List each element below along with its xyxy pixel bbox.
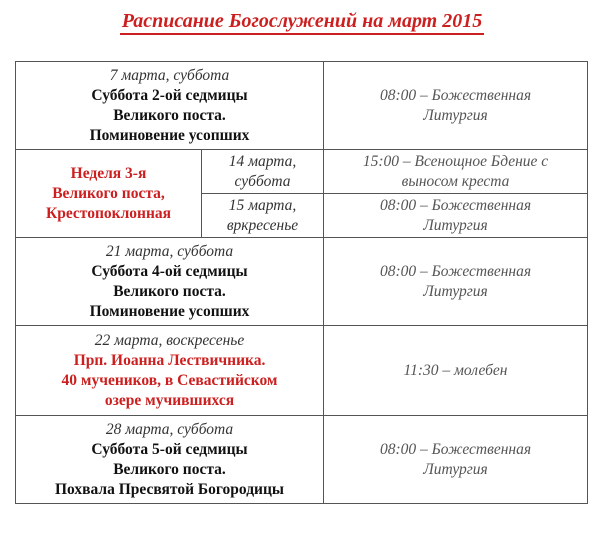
- event-line: Похвала Пресвятой Богородицы: [54, 480, 285, 498]
- table-row: [16, 326, 588, 416]
- sub-date: 14 марта,: [228, 152, 297, 170]
- event-cell: [16, 62, 324, 150]
- service-line: Литургия: [423, 216, 488, 234]
- service-line: Литургия: [423, 282, 488, 300]
- event-line: Великого поста.: [113, 282, 226, 300]
- feast-cell: [16, 150, 202, 238]
- service-cell: [324, 194, 588, 238]
- feast-line: Крестопоклонная: [45, 204, 172, 222]
- event-date: 7 марта, суббота: [109, 66, 230, 84]
- event-line: Великого поста.: [113, 106, 226, 124]
- event-cell: [16, 416, 324, 504]
- event-date: 28 марта, суббота: [105, 420, 234, 438]
- service-line: Литургия: [423, 106, 488, 124]
- event-line: Суббота 2-ой седмицы: [91, 86, 248, 104]
- service-cell: [324, 150, 588, 194]
- service-line: 11:30 – молебен: [403, 361, 508, 379]
- service-line: 08:00 – Божественная: [379, 196, 532, 214]
- event-date: 21 марта, суббота: [105, 242, 234, 260]
- service-line: выносом креста: [401, 172, 510, 190]
- service-cell: [324, 416, 588, 504]
- service-line: 08:00 – Божественная: [379, 86, 532, 104]
- sub-date-cell: [202, 194, 324, 238]
- event-line: Суббота 5-ой седмицы: [91, 440, 248, 458]
- schedule-table: [15, 61, 588, 504]
- event-cell: [16, 238, 324, 326]
- service-line: 08:00 – Божественная: [379, 262, 532, 280]
- event-line: Поминовение усопших: [89, 126, 250, 144]
- service-cell: [324, 326, 588, 416]
- sub-date-cell: [202, 150, 324, 194]
- service-cell: [324, 62, 588, 150]
- page-title: Расписание Богослужений на март 2015: [0, 10, 604, 33]
- event-line: Великого поста.: [113, 460, 226, 478]
- sub-date: 15 марта,: [228, 196, 297, 214]
- service-line: 15:00 – Всенощное Бдение с: [362, 152, 549, 170]
- sub-date: суббота: [234, 172, 291, 190]
- event-line: озере мучившихся: [104, 391, 235, 409]
- service-cell: [324, 238, 588, 326]
- event-line: Суббота 4-ой седмицы: [91, 262, 248, 280]
- event-line: Поминовение усопших: [89, 302, 250, 320]
- event-date: 22 марта, воскресенье: [94, 331, 245, 349]
- table-row: [16, 416, 588, 504]
- event-line: 40 мучеников, в Севастийском: [61, 371, 278, 389]
- sub-date: вркресенье: [226, 216, 299, 234]
- table-row: [16, 150, 588, 194]
- table-row: [16, 62, 588, 150]
- event-line: Прп. Иоанна Лествичника.: [73, 351, 266, 369]
- service-line: Литургия: [423, 460, 488, 478]
- feast-line: Неделя 3-я: [70, 164, 147, 182]
- feast-line: Великого поста,: [52, 184, 165, 202]
- table-row: [16, 238, 588, 326]
- event-cell: [16, 326, 324, 416]
- service-line: 08:00 – Божественная: [379, 440, 532, 458]
